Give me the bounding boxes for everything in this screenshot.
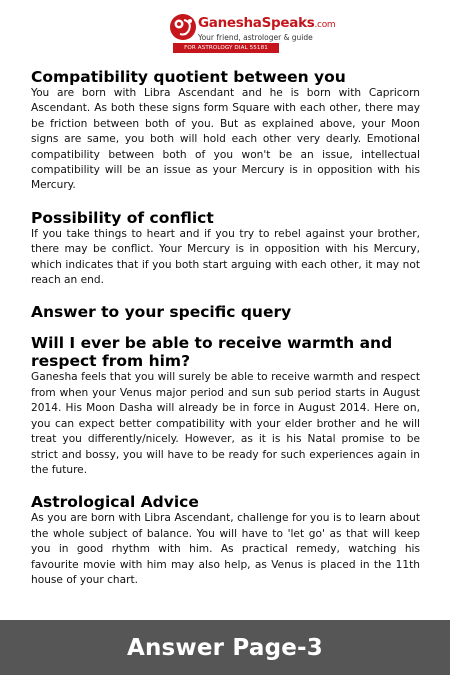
document-content [31, 68, 420, 603]
section-heading: Answer to your specific query [31, 303, 292, 322]
logo-tagline: Your friend, astrologer & guide [198, 33, 313, 42]
ganesha-logo-icon [168, 12, 202, 46]
section-heading: Will I ever be able to receive warmth and respect from him? [31, 334, 393, 371]
ganeshaspeaks-logo [168, 12, 408, 56]
section-compatibility [31, 68, 420, 194]
section-body: If you take things to heart and if you try to rebel against your brother, there may be conflict. Your Mercury is in opposition with his Mercury, which indicates that if you both start arguing with each other, it may not reach an end. [31, 227, 420, 287]
section-astrological-advice [31, 493, 420, 588]
logo-name: GaneshaSpeaks.com [198, 15, 336, 31]
page-footer [0, 620, 450, 675]
section-body: You are born with Libra Ascendant and he is born with Capricorn Ascendant. As both these signs form Square with each other, there may be friction between both of you. But as explained above, your Moon signs are same, you both will hold each other very dearly. Emotional compatibility between both of you won't be an issue, intellectual compatibility will be an issue as your Mercury is in opposition with his Mercury. [31, 87, 420, 192]
section-specific-query [31, 303, 420, 321]
section-body: As you are born with Libra Ascendant, challenge for you is to learn about the whole subject of balance. You will have to 'let go' as that will keep you in good rhythm with him. As practical remedy, watching his favourite movie with him may also help, as Venus is placed in the 11th house of your chart. [31, 512, 420, 586]
section-conflict [31, 209, 420, 289]
section-warmth-respect [31, 334, 420, 478]
section-heading: Astrological Advice [31, 493, 199, 512]
section-heading: Compatibility quotient between you [31, 68, 346, 86]
section-heading: Possibility of conflict [31, 208, 214, 227]
logo-dial-banner: FOR ASTROLOGY DIAL 55181 [173, 43, 279, 53]
section-body: Ganesha feels that you will surely be able to receive warmth and respect from when your Venus major period and sun sub period starts in August 2014. His Moon Dasha will already be in force in August 2014. Here on, you can expect better compatibility with your elder brother and he will treat you differently/nicely. However, as it is his Natal promise to be strict and bossy, you will have to be ready for such experiences again in the future. [31, 371, 420, 476]
footer-label: Answer Page-3 [126, 634, 324, 661]
